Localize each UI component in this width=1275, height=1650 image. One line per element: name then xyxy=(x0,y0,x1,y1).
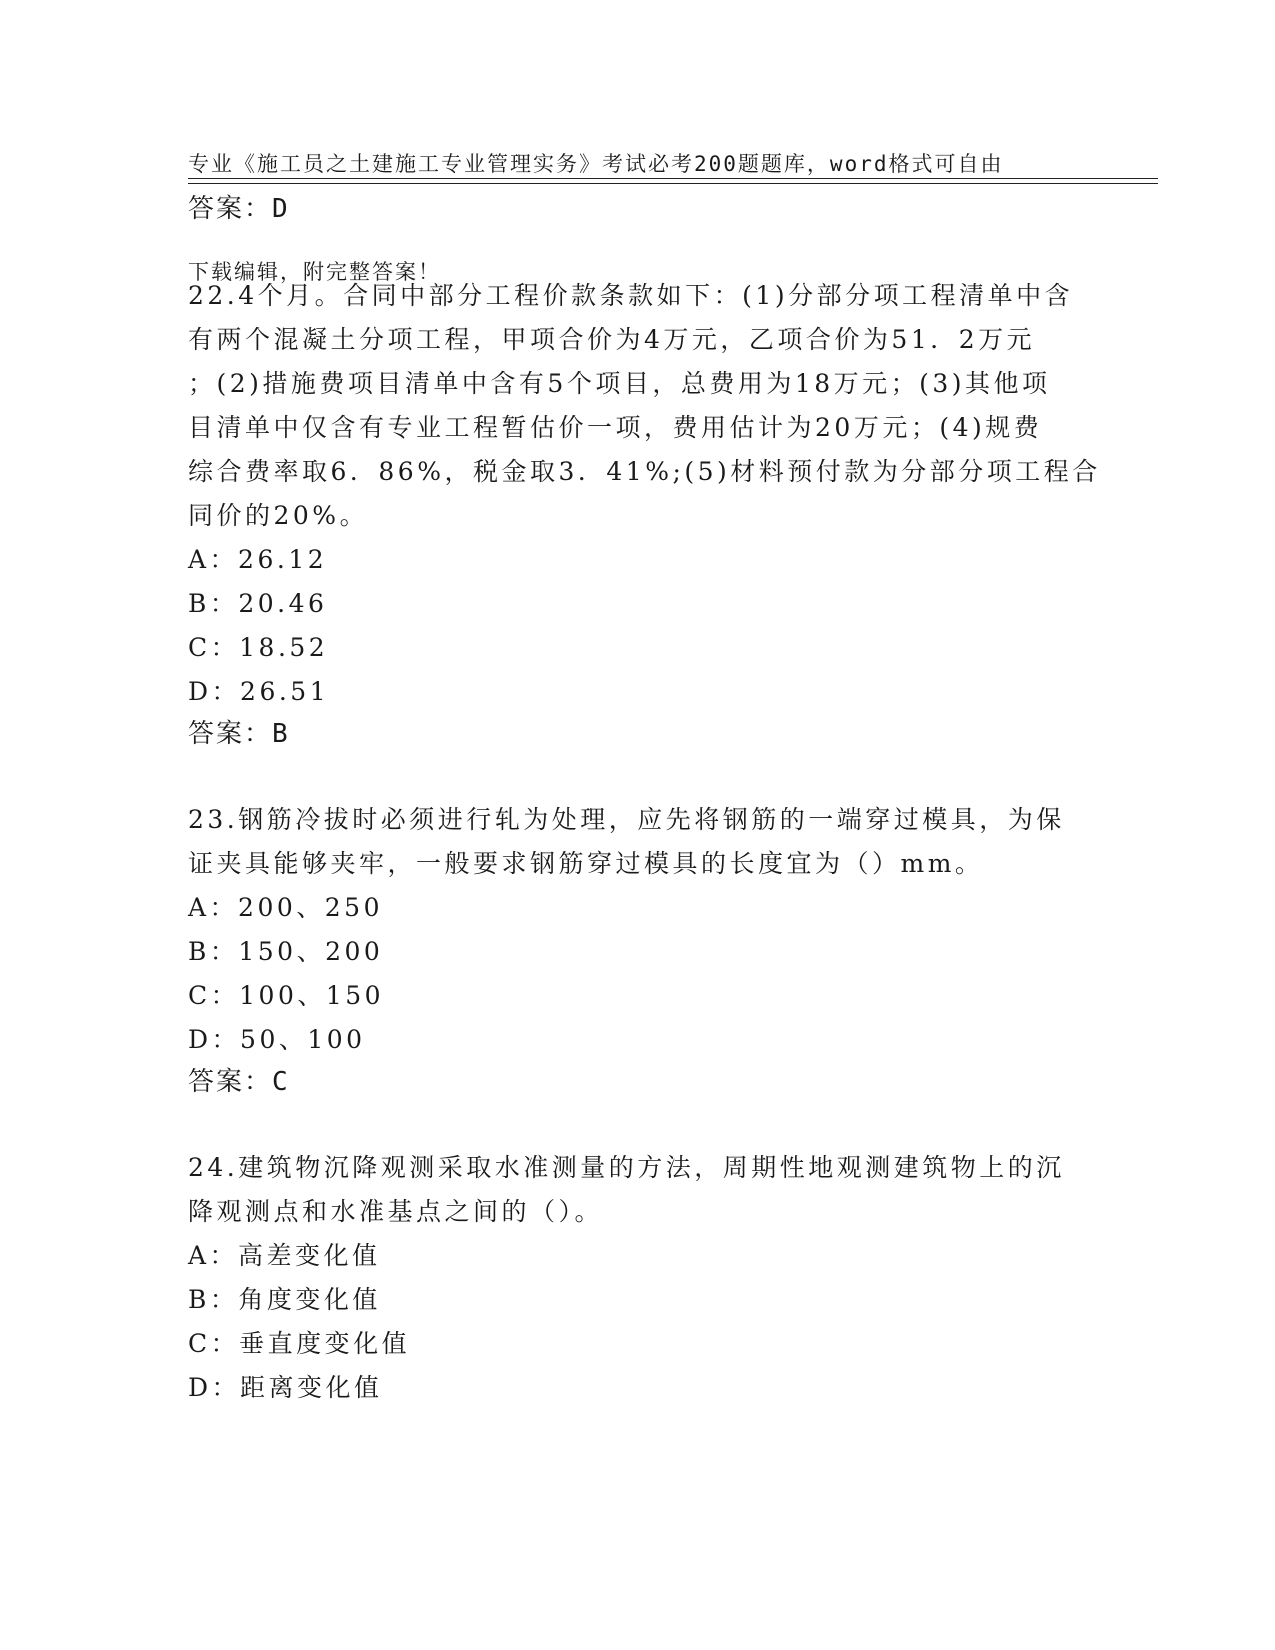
header-line-1: 专业《施工员之土建施工专业管理实务》考试必考200题题库，word格式可自由 xyxy=(188,152,1004,176)
q22-text-line: ；(2)措施费项目清单中含有5个项目，总费用为18万元；(3)其他项 xyxy=(188,369,1051,398)
q22-option-a: A：26.12 xyxy=(188,545,328,574)
q22-text-line: 目清单中仅含有专业工程暂估价一项，费用估计为20万元；(4)规费 xyxy=(188,413,1043,442)
q23-option-b: B：150、200 xyxy=(188,937,384,966)
q22-text-line: 有两个混凝土分项工程，甲项合价为4万元，乙项合价为51．2万元 xyxy=(188,325,1036,354)
q24-option-c: C：垂直度变化值 xyxy=(188,1329,411,1358)
q24-text-line: 降观测点和水准基点之间的（）。 xyxy=(188,1197,604,1226)
q22-option-d: D：26.51 xyxy=(188,677,330,706)
q22-answer: 答案：B xyxy=(188,719,290,749)
answer-previous: 答案：D xyxy=(188,194,290,224)
q23-answer: 答案：C xyxy=(188,1067,290,1097)
header-line-2: 下载编辑，附完整答案！ xyxy=(188,260,441,284)
q22-option-c: C：18.52 xyxy=(188,633,329,662)
q24-text-line: 24.建筑物沉降观测采取水准测量的方法，周期性地观测建筑物上的沉 xyxy=(188,1153,1065,1182)
q24-option-d: D：距离变化值 xyxy=(188,1373,383,1402)
q22-text-line: 22.4个月。合同中部分工程价款条款如下：(1)分部分项工程清单中含 xyxy=(188,281,1074,310)
q22-text-line: 综合费率取6．86%，税金取3．41%;(5)材料预付款为分部分项工程合 xyxy=(188,457,1101,486)
q22-text-line: 同价的20%。 xyxy=(188,501,369,530)
q23-option-c: C：100、150 xyxy=(188,981,385,1010)
q24-option-a: A：高差变化值 xyxy=(188,1241,381,1270)
header-divider-bottom xyxy=(188,183,1158,184)
q23-text-line: 证夹具能够夹牢，一般要求钢筋穿过模具的长度宜为（）mm。 xyxy=(188,849,984,878)
q23-text-line: 23.钢筋冷拔时必须进行轧为处理，应先将钢筋的一端穿过模具，为保 xyxy=(188,805,1065,834)
header-divider-top xyxy=(188,178,1158,179)
q22-option-b: B：20.46 xyxy=(188,589,328,618)
q24-option-b: B：角度变化值 xyxy=(188,1285,381,1314)
q23-option-a: A：200、250 xyxy=(188,893,383,922)
q23-option-d: D：50、100 xyxy=(188,1025,366,1054)
